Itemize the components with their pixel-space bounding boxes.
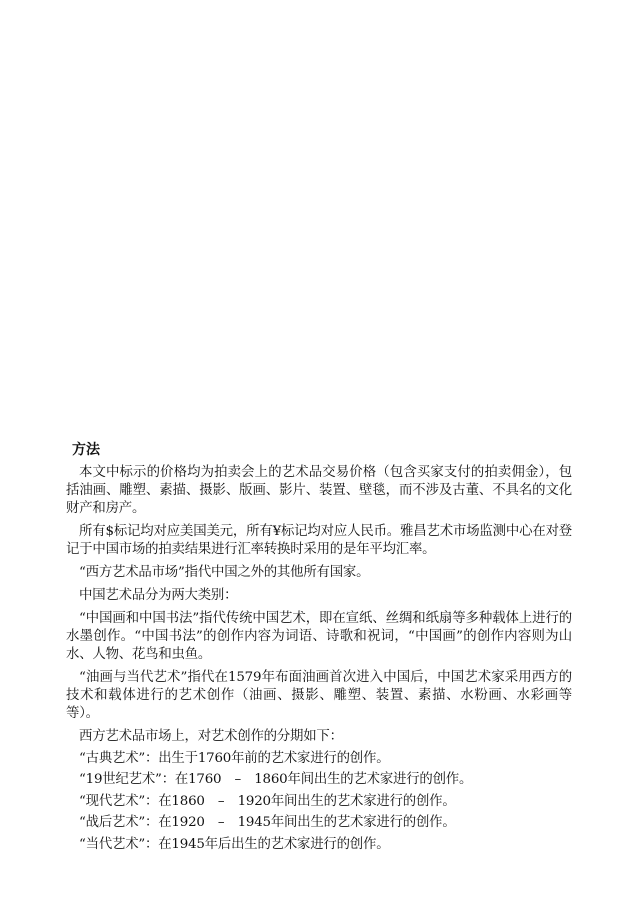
paragraph-chinese-categories: 中国艺术品分为两大类别：	[79, 588, 238, 603]
paragraph-painting-calligraphy: “中国画和中国书法”指代传统中国艺术，即在宣纸、丝绸和纸扇等多种载体上进行的水墨创作。“中国书法”的创作内容为词语、诗歌和祝词，“中国画”的创作内容则为山水、人物、花鸟和虫鱼。	[66, 611, 572, 662]
period-list	[66, 750, 572, 854]
paragraph-oil-contemporary: “油画与当代艺术”指代在1579年布面油画首次进入中国后，中国艺术家采用西方的技术和载体进行的艺术创作（油画、摄影、雕塑、装置、素描、水粉画、水彩画等等）。	[66, 670, 572, 721]
period-item-classical: “古典艺术”：出生于1760年前的艺术家进行的创作。	[79, 750, 390, 766]
period-item-modern: “现代艺术”：在1860 – 1920年间出生的艺术家进行的创作。	[79, 793, 456, 809]
paragraph-currency-note: 所有$标记均对应美国美元，所有¥标记均对应人民币。雅昌艺术市场监测中心在对登记于中国市场的拍卖结果进行汇率转换时采用的是年平均汇率。	[66, 524, 572, 557]
paragraph-periodization-intro: 西方艺术品市场上，对艺术创作的分期如下：	[79, 729, 343, 744]
period-item-19th-century: “19世纪艺术”：在1760 – 1860年间出生的艺术家进行的创作。	[79, 772, 473, 787]
paragraph-western-market: “西方艺术品市场”指代中国之外的其他所有国家。	[79, 565, 370, 580]
section-heading: 方法	[72, 442, 100, 458]
period-item-post-war: “战后艺术”：在1920 – 1945年间出生的艺术家进行的创作。	[79, 815, 456, 830]
methods-section	[66, 440, 572, 857]
period-item-contemporary: “当代艺术”：在1945年后出生的艺术家进行的创作。	[79, 836, 390, 852]
paragraph-price-definition: 本文中标示的价格均为拍卖会上的艺术品交易价格（包含买家支付的拍卖佣金），包括油画、雕塑、素描、摄影、版画、影片、装置、壁毯，而不涉及古董、不具名的文化财产和房产。	[66, 465, 572, 516]
